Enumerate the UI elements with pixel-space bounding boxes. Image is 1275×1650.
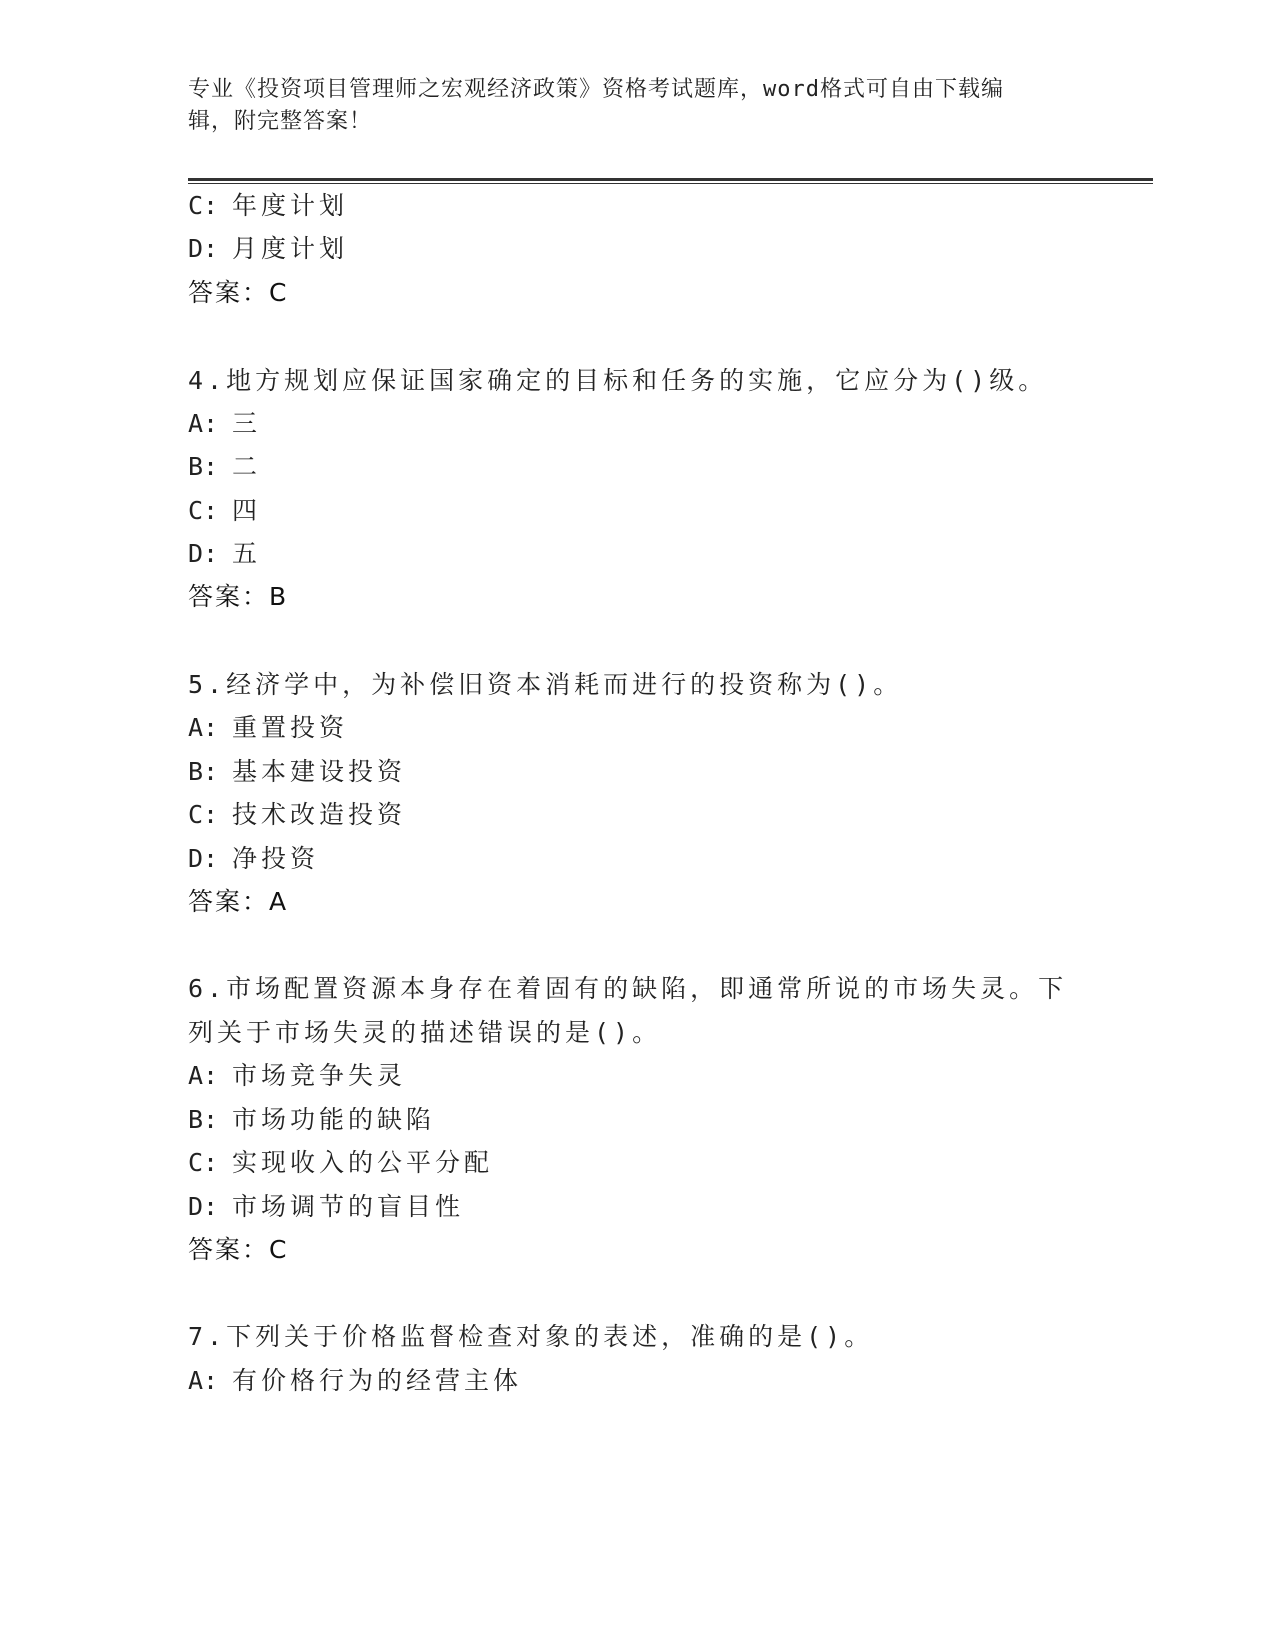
question-stem: 7.下列关于价格监督检查对象的表述，准确的是()。 bbox=[188, 1322, 874, 1351]
option-text: 有价格行为的经营主体 bbox=[232, 1366, 523, 1395]
option-letter: D: bbox=[188, 844, 219, 873]
option-letter: A: bbox=[188, 1061, 219, 1090]
option-text: 月度计划 bbox=[232, 234, 349, 263]
option-text: 四 bbox=[232, 496, 262, 525]
header-rule-thin bbox=[188, 183, 1153, 184]
answer-line: 答案：B bbox=[188, 582, 289, 611]
option-d bbox=[188, 537, 261, 571]
question-stem: 4.地方规划应保证国家确定的目标和任务的实施，它应分为()级。 bbox=[188, 366, 1048, 395]
option-d bbox=[188, 1190, 464, 1224]
option-b bbox=[188, 755, 406, 789]
answer-line: 答案：C bbox=[188, 278, 289, 307]
option-b bbox=[188, 450, 261, 484]
option-letter: C: bbox=[188, 496, 219, 525]
option-letter: B: bbox=[188, 757, 219, 786]
option-text: 年度计划 bbox=[232, 191, 349, 220]
header-line-1: 专业《投资项目管理师之宏观经济政策》资格考试题库，word格式可自由下载编 bbox=[188, 77, 1004, 102]
option-letter: B: bbox=[188, 1105, 219, 1134]
option-c bbox=[188, 189, 348, 223]
option-a bbox=[188, 711, 348, 745]
answer-line: 答案：A bbox=[188, 887, 289, 916]
option-text: 市场竞争失灵 bbox=[232, 1061, 407, 1090]
question-stem: 5.经济学中，为补偿旧资本消耗而进行的投资称为()。 bbox=[188, 670, 903, 699]
document-header bbox=[188, 74, 1068, 138]
option-c bbox=[188, 494, 261, 528]
option-text: 净投资 bbox=[232, 844, 320, 873]
option-c bbox=[188, 798, 406, 832]
option-text: 重置投资 bbox=[232, 713, 349, 742]
option-a bbox=[188, 1364, 522, 1398]
question-stem-continued: 列关于市场失灵的描述错误的是()。 bbox=[188, 1018, 662, 1047]
option-letter: A: bbox=[188, 1366, 219, 1395]
option-text: 实现收入的公平分配 bbox=[232, 1148, 494, 1177]
question-stem: 6.市场配置资源本身存在着固有的缺陷，即通常所说的市场失灵。下 bbox=[188, 974, 1068, 1003]
option-letter: D: bbox=[188, 1192, 219, 1221]
header-line-2: 辑，附完整答案！ bbox=[188, 109, 373, 134]
answer-line: 答案：C bbox=[188, 1235, 289, 1264]
option-a bbox=[188, 1059, 406, 1093]
option-d bbox=[188, 842, 319, 876]
option-letter: C: bbox=[188, 191, 219, 220]
option-d bbox=[188, 232, 348, 266]
option-letter: A: bbox=[188, 713, 219, 742]
option-letter: B: bbox=[188, 452, 219, 481]
option-text: 三 bbox=[232, 409, 262, 438]
option-text: 基本建设投资 bbox=[232, 757, 407, 786]
option-text: 五 bbox=[232, 539, 262, 568]
option-text: 市场功能的缺陷 bbox=[232, 1105, 436, 1134]
header-rule-thick bbox=[188, 178, 1153, 181]
option-c bbox=[188, 1146, 493, 1180]
option-a bbox=[188, 407, 261, 441]
option-letter: D: bbox=[188, 234, 219, 263]
option-letter: A: bbox=[188, 409, 219, 438]
option-b bbox=[188, 1103, 435, 1137]
option-letter: C: bbox=[188, 800, 219, 829]
option-letter: C: bbox=[188, 1148, 219, 1177]
option-text: 市场调节的盲目性 bbox=[232, 1192, 465, 1221]
option-text: 技术改造投资 bbox=[232, 800, 407, 829]
option-text: 二 bbox=[232, 452, 262, 481]
option-letter: D: bbox=[188, 539, 219, 568]
